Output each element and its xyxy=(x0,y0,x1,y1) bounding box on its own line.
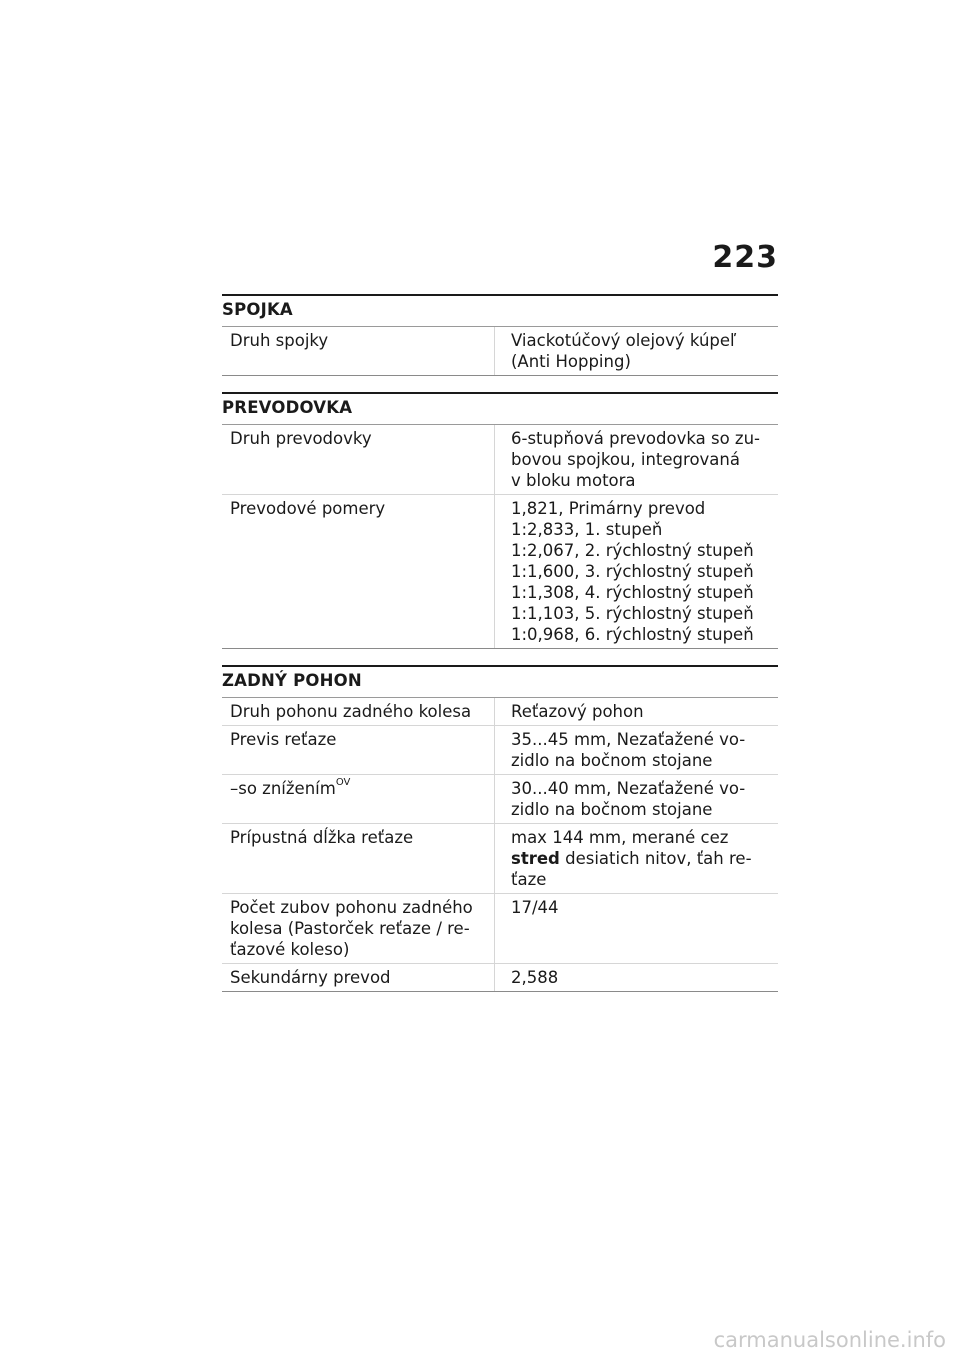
row-value: 17/44 xyxy=(495,894,779,964)
bold-term: stred xyxy=(511,849,560,868)
table-row xyxy=(222,495,778,649)
row-label: Sekundárny prevod xyxy=(222,964,495,992)
row-value: Viackotúčový olejový kúpeľ (Anti Hopping) xyxy=(495,327,779,376)
spec-content xyxy=(222,294,778,1008)
row-label: Druh prevodovky xyxy=(222,425,495,495)
table-row xyxy=(222,824,778,894)
table-row xyxy=(222,425,778,495)
ov-superscript: OV xyxy=(335,777,351,788)
spec-table xyxy=(222,327,778,376)
section-zadny-pohon xyxy=(222,665,778,992)
section-prevodovka xyxy=(222,392,778,649)
row-label: Počet zubov pohonu zadného kolesa (Pastorček reťaze / re- ťazové koleso) xyxy=(222,894,495,964)
section-title: ZADNÝ POHON xyxy=(222,665,778,698)
row-label: Druh pohonu zadného kolesa xyxy=(222,698,495,726)
section-title: SPOJKA xyxy=(222,294,778,327)
table-row xyxy=(222,698,778,726)
row-value: max 144 mm, merané cez stred desiatich nitov, ťah re- ťaze xyxy=(495,824,779,894)
row-label: Prevodové pomery xyxy=(222,495,495,649)
spec-table xyxy=(222,698,778,992)
row-value: 6-stupňová prevodovka so zu- bovou spojkou, integrovaná v bloku motora xyxy=(495,425,779,495)
row-value: 30...40 mm, Nezaťažené vo- zidlo na bočnom stojane xyxy=(495,775,779,824)
page-number: 223 xyxy=(712,240,778,275)
table-row xyxy=(222,775,778,824)
section-title: PREVODOVKA xyxy=(222,392,778,425)
spec-table xyxy=(222,425,778,649)
row-label: Druh spojky xyxy=(222,327,495,376)
section-spojka xyxy=(222,294,778,376)
table-row xyxy=(222,894,778,964)
table-row xyxy=(222,964,778,992)
row-value: 35...45 mm, Nezaťažené vo- zidlo na bočnom stojane xyxy=(495,726,779,775)
row-value: 2,588 xyxy=(495,964,779,992)
row-value: 1,821, Primárny prevod 1:2,833, 1. stupeň 1:2,067, 2. rýchlostný stupeň 1:1,600, 3. rýchlostný stupeň 1:1,308, 4. rýchlostný stupeň 1:1,103, 5. rýchlostný stupeň 1:0,968, 6. rýchlostný stupeň xyxy=(495,495,779,649)
table-row xyxy=(222,327,778,376)
row-label: Prípustná dĺžka reťaze xyxy=(222,824,495,894)
watermark: carmanualsonline.info xyxy=(713,1328,946,1352)
table-row xyxy=(222,726,778,775)
row-label: Previs reťaze xyxy=(222,726,495,775)
row-value: Reťazový pohon xyxy=(495,698,779,726)
row-label: –so znížením$^{OV}$ xyxy=(222,775,495,824)
